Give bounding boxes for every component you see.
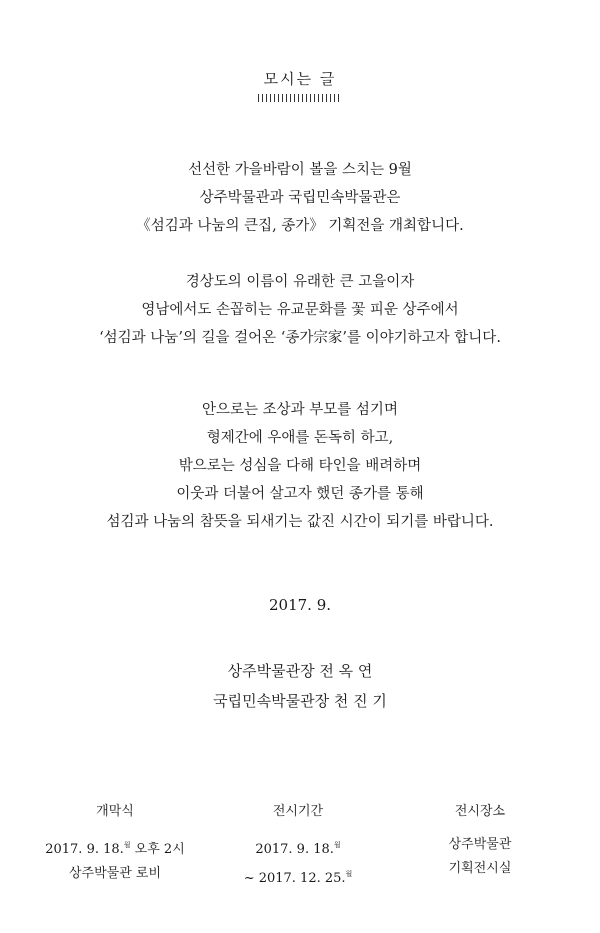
paragraph-line: 안으로는 조상과 부모를 섬기며	[202, 402, 398, 418]
opening-date: 2017. 9. 18.	[45, 842, 124, 857]
invitation-title: 모시는 글	[263, 70, 337, 88]
venue-room: 기획전시실	[448, 861, 512, 876]
paragraph-3	[0, 396, 600, 536]
paragraph-2	[0, 268, 600, 352]
paragraph-line: 섬김과 나눔의 참뜻을 되새기는 값진 시간이 되기를 바랍니다.	[106, 514, 494, 530]
paragraph-line: 영남에서도 손꼽히는 유교문화를 꽃 피운 상주에서	[141, 302, 459, 318]
opening-ceremony-info	[30, 800, 200, 886]
title-underline-decoration	[258, 94, 342, 102]
paragraph-line: 《섬김과 나눔의 큰집, 종가》 기획전을 개최합니다.	[136, 218, 464, 234]
paragraph-line: ‘섬김과 나눔’의 길을 걸어온 ‘종가宗家’를 이야기하고자 합니다.	[99, 330, 501, 346]
start-date: 2017. 9. 18.	[255, 842, 334, 857]
paragraph-line: 이웃과 더불어 살고자 했던 종가를 통해	[176, 486, 424, 502]
signers-block	[0, 656, 600, 716]
opening-place: 상주박물관 로비	[68, 866, 162, 881]
end-date: ~ 2017. 12. 25.	[243, 871, 346, 886]
venue-heading: 전시장소	[454, 804, 506, 819]
weekday-mark: 월	[333, 841, 341, 849]
paragraph-line: 경상도의 이름이 유래한 큰 고을이자	[185, 274, 415, 290]
paragraph-line: 상주박물관과 국립민속박물관은	[199, 190, 401, 206]
exhibition-venue-info	[390, 800, 570, 881]
weekday-mark: 월	[123, 841, 131, 849]
exhibition-period-info	[218, 800, 378, 891]
paragraph-line: 형제간에 우애를 돈독히 하고,	[206, 430, 394, 446]
signer-2: 국립민속박물관장 천 진 기	[213, 692, 387, 710]
opening-heading: 개막식	[96, 804, 134, 819]
period-end	[218, 862, 378, 891]
period-heading: 전시기간	[272, 804, 324, 819]
paragraph-1	[0, 156, 600, 240]
period-start	[218, 833, 378, 862]
paragraph-line: 밖으로는 성심을 다해 타인을 배려하며	[178, 458, 422, 474]
weekday-mark: 월	[345, 870, 353, 878]
opening-datetime	[30, 833, 200, 862]
signer-1: 상주박물관장 전 옥 연	[227, 662, 373, 680]
opening-time: 오후 2시	[130, 842, 185, 857]
paragraph-line: 선선한 가을바람이 볼을 스치는 9월	[188, 162, 412, 178]
venue-name: 상주박물관	[448, 837, 512, 852]
invitation-date: 2017. 9.	[268, 596, 332, 614]
